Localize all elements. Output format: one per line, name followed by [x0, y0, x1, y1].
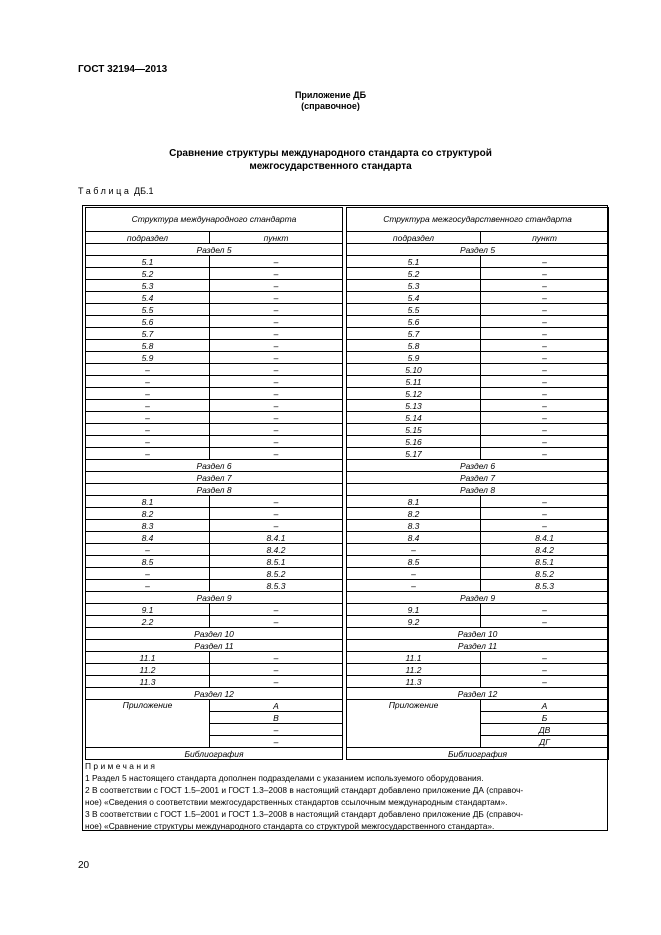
section-label: Раздел 6: [347, 460, 609, 472]
appendix-letter-interstate: ДВ: [481, 724, 609, 736]
cell-international-item: –: [210, 364, 343, 376]
cell-interstate-subsection: 11.1: [347, 652, 481, 664]
section-label: Раздел 6: [86, 460, 343, 472]
cell-interstate-item: –: [481, 280, 609, 292]
appendix-row: [86, 700, 609, 712]
cell-international-subsection: –: [86, 448, 210, 460]
cell-international-subsection: –: [86, 424, 210, 436]
note-3-line-1: 3 В соответствии с ГОСТ 1.5–2001 и ГОСТ 1.3–2008 в настоящий стандарт добавлено приложение ДБ (справоч-: [85, 809, 524, 819]
cell-international-subsection: 5.8: [86, 340, 210, 352]
appendix-letter-interstate: Б: [481, 712, 609, 724]
column-gap: [343, 724, 347, 736]
section-label: Раздел 11: [86, 640, 343, 652]
appendix-label-international: Приложение: [86, 700, 210, 748]
cell-interstate-item: –: [481, 364, 609, 376]
cell-interstate-subsection: –: [347, 568, 481, 580]
table-header-row: [86, 208, 609, 232]
section-row: [86, 484, 609, 496]
cell-international-subsection: 2.2: [86, 616, 210, 628]
cell-interstate-item: 8.5.3: [481, 580, 609, 592]
section-row: [86, 472, 609, 484]
table-row: [86, 388, 609, 400]
cell-international-subsection: 5.4: [86, 292, 210, 304]
appendix-label-interstate: Приложение: [347, 700, 481, 748]
table-row: [86, 424, 609, 436]
column-gap: [343, 736, 347, 748]
table-row: [86, 256, 609, 268]
subheader-item: пункт: [481, 232, 609, 244]
cell-interstate-subsection: 5.2: [347, 268, 481, 280]
cell-interstate-item: –: [481, 676, 609, 688]
table-row: [86, 568, 609, 580]
cell-international-item: –: [210, 496, 343, 508]
cell-international-item: –: [210, 400, 343, 412]
section-label: Раздел 12: [86, 688, 343, 700]
table-notes: [85, 760, 605, 832]
cell-interstate-item: 8.5.1: [481, 556, 609, 568]
header-international: Структура международного стандарта: [86, 208, 343, 232]
heading-line-2: межгосударственного стандарта: [249, 161, 412, 172]
cell-interstate-subsection: 5.10: [347, 364, 481, 376]
table-row: [86, 664, 609, 676]
note-1: 1 Раздел 5 настоящего стандарта дополнен подразделами с указанием используемого оборудования.: [85, 773, 484, 783]
table-row: [86, 436, 609, 448]
cell-international-item: –: [210, 664, 343, 676]
cell-international-item: –: [210, 376, 343, 388]
subheader-item: пункт: [210, 232, 343, 244]
appendix-title: [0, 90, 661, 112]
appendix-letter-international: В: [210, 712, 343, 724]
subheader-subsection: подраздел: [86, 232, 210, 244]
cell-international-subsection: 11.3: [86, 676, 210, 688]
cell-interstate-subsection: 5.17: [347, 448, 481, 460]
note-3-line-2: ное) «Сравнение структуры международного стандарта со структурой межгосударственного стандарта».: [85, 821, 495, 831]
cell-interstate-item: –: [481, 340, 609, 352]
cell-interstate-subsection: 8.2: [347, 508, 481, 520]
cell-international-subsection: 11.2: [86, 664, 210, 676]
cell-international-item: 8.5.2: [210, 568, 343, 580]
table-row: [86, 340, 609, 352]
page-number: 20: [78, 860, 90, 871]
cell-interstate-subsection: 11.3: [347, 676, 481, 688]
cell-international-subsection: 11.1: [86, 652, 210, 664]
cell-international-subsection: –: [86, 580, 210, 592]
table-row: [86, 364, 609, 376]
cell-international-subsection: 5.3: [86, 280, 210, 292]
cell-international-item: 8.4.2: [210, 544, 343, 556]
table-row: [86, 604, 609, 616]
cell-international-item: –: [210, 352, 343, 364]
appendix-letter-interstate: ДГ: [481, 736, 609, 748]
cell-interstate-item: 8.4.2: [481, 544, 609, 556]
table-caption-number: ДБ.1: [134, 186, 154, 196]
table-row: [86, 400, 609, 412]
table-row: [86, 448, 609, 460]
cell-international-item: –: [210, 340, 343, 352]
section-label: Раздел 9: [347, 592, 609, 604]
table-row: [86, 556, 609, 568]
table-row: [86, 352, 609, 364]
cell-international-item: –: [210, 292, 343, 304]
cell-interstate-item: –: [481, 292, 609, 304]
cell-international-item: –: [210, 304, 343, 316]
cell-interstate-item: –: [481, 616, 609, 628]
heading-line-1: Сравнение структуры международного стандарта со структурой: [169, 148, 492, 159]
table-row: [86, 496, 609, 508]
cell-international-subsection: 5.5: [86, 304, 210, 316]
table-row: [86, 544, 609, 556]
section-label: Раздел 8: [347, 484, 609, 496]
cell-international-subsection: 8.4: [86, 532, 210, 544]
cell-international-item: –: [210, 328, 343, 340]
table-row: [86, 580, 609, 592]
note-2-line-1: 2 В соответствии с ГОСТ 1.5–2001 и ГОСТ 1.3–2008 в настоящий стандарт добавлено приложение ДА (справоч-: [85, 785, 524, 795]
cell-interstate-subsection: –: [347, 580, 481, 592]
cell-international-item: –: [210, 424, 343, 436]
cell-interstate-item: –: [481, 412, 609, 424]
cell-international-subsection: 5.6: [86, 316, 210, 328]
table-row: [86, 280, 609, 292]
cell-international-subsection: 5.7: [86, 328, 210, 340]
cell-interstate-item: –: [481, 304, 609, 316]
appendix-name: Приложение ДБ: [294, 90, 367, 100]
cell-international-item: –: [210, 388, 343, 400]
cell-interstate-item: 8.5.2: [481, 568, 609, 580]
cell-interstate-item: –: [481, 604, 609, 616]
bibliography-row: [86, 748, 609, 760]
cell-interstate-item: –: [481, 436, 609, 448]
section-row: [86, 688, 609, 700]
cell-interstate-item: –: [481, 268, 609, 280]
cell-international-subsection: –: [86, 436, 210, 448]
cell-interstate-item: –: [481, 496, 609, 508]
section-label: Раздел 11: [347, 640, 609, 652]
cell-international-item: –: [210, 412, 343, 424]
table-row: [86, 316, 609, 328]
table-row: [86, 676, 609, 688]
cell-international-item: –: [210, 604, 343, 616]
section-label: Раздел 8: [86, 484, 343, 496]
section-label: Раздел 5: [86, 244, 343, 256]
cell-international-subsection: 8.2: [86, 508, 210, 520]
structure-comparison-table: [85, 207, 609, 760]
bibliography-label: Библиография: [86, 748, 343, 760]
cell-interstate-subsection: 8.3: [347, 520, 481, 532]
table-row: [86, 268, 609, 280]
cell-interstate-subsection: 5.6: [347, 316, 481, 328]
cell-interstate-item: –: [481, 508, 609, 520]
section-row: [86, 244, 609, 256]
column-gap: [343, 712, 347, 724]
section-label: Раздел 12: [347, 688, 609, 700]
cell-international-subsection: 5.1: [86, 256, 210, 268]
cell-international-subsection: 9.1: [86, 604, 210, 616]
cell-interstate-item: –: [481, 376, 609, 388]
cell-international-subsection: –: [86, 364, 210, 376]
section-label: Раздел 7: [86, 472, 343, 484]
cell-international-item: 8.4.1: [210, 532, 343, 544]
cell-interstate-subsection: 8.5: [347, 556, 481, 568]
table-row: [86, 328, 609, 340]
cell-international-item: –: [210, 652, 343, 664]
header-interstate: Структура межгосударственного стандарта: [347, 208, 609, 232]
cell-interstate-item: –: [481, 352, 609, 364]
cell-international-item: –: [210, 280, 343, 292]
note-2-line-2: ное) «Сведения о соответствии межгосударственных стандартов ссылочным международным стандартам».: [85, 797, 508, 807]
cell-international-subsection: –: [86, 544, 210, 556]
section-heading: [0, 147, 661, 173]
cell-international-subsection: –: [86, 412, 210, 424]
cell-interstate-item: –: [481, 388, 609, 400]
section-row: [86, 592, 609, 604]
cell-interstate-subsection: 5.8: [347, 340, 481, 352]
appendix-letter-international: А: [210, 700, 343, 712]
table-row: [86, 508, 609, 520]
cell-interstate-subsection: 9.1: [347, 604, 481, 616]
cell-international-subsection: –: [86, 388, 210, 400]
cell-interstate-item: –: [481, 256, 609, 268]
bibliography-label: Библиография: [347, 748, 609, 760]
cell-interstate-subsection: 8.1: [347, 496, 481, 508]
cell-interstate-item: –: [481, 448, 609, 460]
cell-international-subsection: 5.2: [86, 268, 210, 280]
cell-international-item: –: [210, 256, 343, 268]
cell-international-subsection: –: [86, 376, 210, 388]
cell-interstate-item: –: [481, 664, 609, 676]
cell-international-item: 8.5.1: [210, 556, 343, 568]
appendix-letter-international: –: [210, 724, 343, 736]
cell-international-subsection: –: [86, 400, 210, 412]
cell-international-item: –: [210, 436, 343, 448]
appendix-letter-international: –: [210, 736, 343, 748]
cell-interstate-subsection: 5.7: [347, 328, 481, 340]
cell-interstate-subsection: 8.4: [347, 532, 481, 544]
cell-interstate-subsection: 5.12: [347, 388, 481, 400]
cell-interstate-subsection: 5.11: [347, 376, 481, 388]
appendix-letter-interstate: А: [481, 700, 609, 712]
cell-international-item: –: [210, 316, 343, 328]
cell-interstate-subsection: 5.14: [347, 412, 481, 424]
table-row: [86, 412, 609, 424]
cell-interstate-subsection: 5.15: [347, 424, 481, 436]
cell-interstate-item: –: [481, 424, 609, 436]
cell-international-subsection: –: [86, 568, 210, 580]
cell-interstate-item: 8.4.1: [481, 532, 609, 544]
table-row: [86, 532, 609, 544]
table-row: [86, 652, 609, 664]
cell-international-item: –: [210, 676, 343, 688]
cell-interstate-subsection: 5.5: [347, 304, 481, 316]
cell-international-item: –: [210, 520, 343, 532]
section-label: Раздел 7: [347, 472, 609, 484]
subheader-subsection: подраздел: [347, 232, 481, 244]
cell-international-item: –: [210, 268, 343, 280]
table-row: [86, 304, 609, 316]
section-label: Раздел 5: [347, 244, 609, 256]
notes-title: Примечания: [85, 761, 158, 771]
cell-interstate-subsection: 5.4: [347, 292, 481, 304]
cell-interstate-subsection: 5.16: [347, 436, 481, 448]
cell-interstate-subsection: 9.2: [347, 616, 481, 628]
table-row: [86, 292, 609, 304]
cell-international-item: 8.5.3: [210, 580, 343, 592]
section-row: [86, 628, 609, 640]
cell-interstate-subsection: 5.3: [347, 280, 481, 292]
appendix-type: (справочное): [301, 101, 360, 111]
cell-international-subsection: 8.3: [86, 520, 210, 532]
table-caption: [78, 186, 154, 196]
table-row: [86, 376, 609, 388]
cell-interstate-subsection: –: [347, 544, 481, 556]
section-label: Раздел 9: [86, 592, 343, 604]
section-label: Раздел 10: [347, 628, 609, 640]
table-row: [86, 520, 609, 532]
cell-interstate-subsection: 5.1: [347, 256, 481, 268]
document-id: ГОСТ 32194—2013: [78, 64, 168, 75]
cell-international-item: –: [210, 448, 343, 460]
section-row: [86, 640, 609, 652]
cell-interstate-subsection: 5.13: [347, 400, 481, 412]
cell-interstate-item: –: [481, 400, 609, 412]
cell-international-item: –: [210, 616, 343, 628]
cell-interstate-item: –: [481, 652, 609, 664]
cell-interstate-subsection: 11.2: [347, 664, 481, 676]
cell-international-subsection: 8.1: [86, 496, 210, 508]
table-row: [86, 616, 609, 628]
cell-interstate-subsection: 5.9: [347, 352, 481, 364]
cell-international-subsection: 5.9: [86, 352, 210, 364]
table-caption-word: Таблица: [78, 186, 132, 196]
table-subheader-row: [86, 232, 609, 244]
cell-interstate-item: –: [481, 328, 609, 340]
cell-international-item: –: [210, 508, 343, 520]
cell-interstate-item: –: [481, 520, 609, 532]
cell-interstate-item: –: [481, 316, 609, 328]
section-row: [86, 460, 609, 472]
cell-international-subsection: 8.5: [86, 556, 210, 568]
section-label: Раздел 10: [86, 628, 343, 640]
